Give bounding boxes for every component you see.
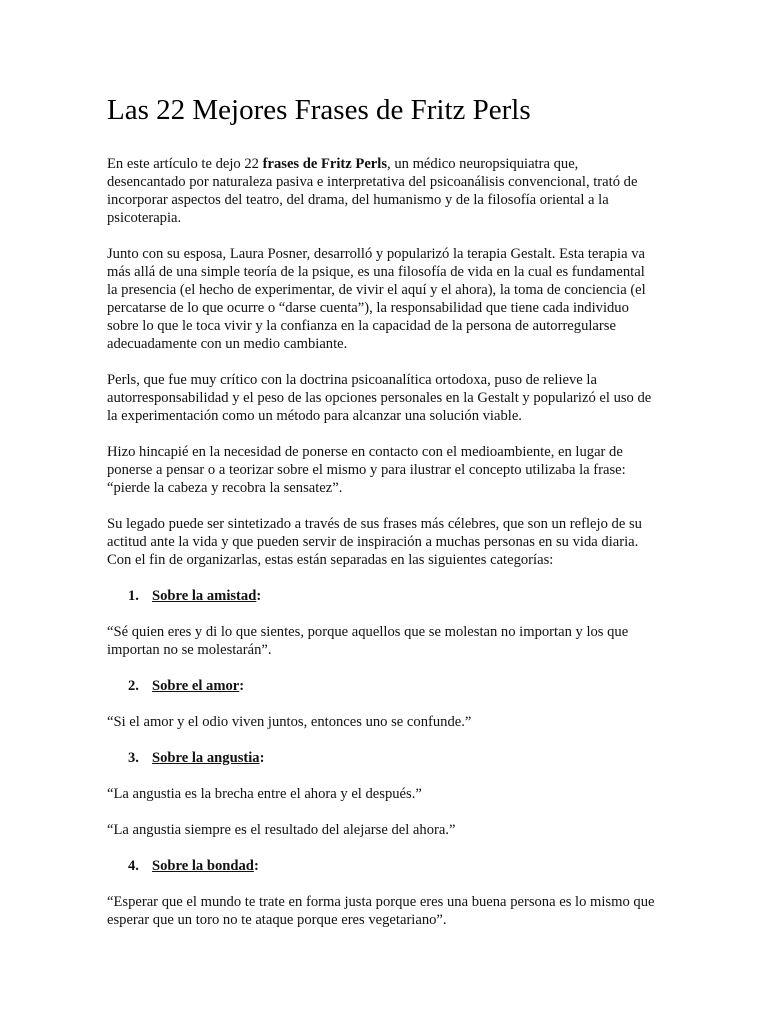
page-title: Las 22 Mejores Frases de Fritz Perls (107, 94, 531, 126)
section-colon: : (239, 678, 245, 694)
intro-text-before: En este artículo te dejo 22 (107, 156, 263, 172)
section-heading-angustia (107, 749, 657, 767)
section-heading-amor (107, 677, 657, 695)
intro-text-after: , un médico neuropsiquiatra que, desencantado por naturaleza pasiva e interpretativa del psicoanálisis convencional, trató de incorporar aspectos del teatro, del drama, del humanismo y de la filosofía oriental a la psicoterapia. (107, 156, 638, 226)
quote: “La angustia siempre es el resultado del alejarse del ahora.” (107, 822, 456, 838)
section-colon: : (259, 750, 265, 766)
section-colon: : (256, 588, 262, 604)
quote: “Sé quien eres y di lo que sientes, porque aquellos que se molestan no importan y los que importan no se molestarán”. (107, 624, 629, 658)
body-paragraph: Hizo hincapié en la necesidad de ponerse en contacto con el medioambiente, en lugar de ponerse a pensar o a teorizar sobre el mismo y para ilustrar el concepto utilizaba la frase: “pierde la cabeza y recobra la sensatez”. (107, 444, 626, 496)
section-heading-amistad (107, 587, 657, 605)
section-title: Sobre el amor (152, 678, 240, 694)
section-colon: : (253, 858, 259, 874)
section-number: 2. (128, 678, 139, 694)
quote: “Esperar que el mundo te trate en forma justa porque eres una buena persona es lo mismo que esperar que un toro no te ataque porque eres vegetariano”. (107, 894, 655, 928)
quote: “La angustia es la brecha entre el ahora y el después.” (107, 786, 422, 802)
section-title: Sobre la amistad (152, 588, 257, 604)
section-heading-bondad (107, 857, 657, 875)
document-body (107, 93, 657, 947)
body-paragraph: Perls, que fue muy crítico con la doctrina psicoanalítica ortodoxa, puso de relieve la autorresponsabilidad y el peso de las opciones personales en la Gestalt y popularizó el uso de la experimentación como un método para alcanzar una solución viable. (107, 372, 652, 424)
section-number: 1. (128, 588, 139, 604)
intro-bold-text: frases de Fritz Perls (262, 156, 388, 172)
section-title: Sobre la angustia (152, 750, 260, 766)
body-paragraph: Su legado puede ser sintetizado a través de sus frases más célebres, que son un reflejo de su actitud ante la vida y que pueden servir de inspiración a muchas personas en su vida diaria. Con el fin de organizarlas, estas están separadas en las siguientes categorías: (107, 516, 642, 568)
intro-paragraph (107, 155, 657, 227)
body-paragraph: Junto con su esposa, Laura Posner, desarrolló y popularizó la terapia Gestalt. Esta terapia va más allá de una simple teoría de la psique, es una filosofía de vida en la cual es fundamental la presencia (el hecho de experimentar, de vivir el aquí y el ahora), la toma de conciencia (el percatarse de lo que ocurre o “darse cuenta”), la responsabilidad que tiene cada individuo sobre lo que le toca vivir y la confianza en la capacidad de la persona de autorregularse adecuadamente con un medio cambiante. (107, 246, 646, 352)
quote: “Si el amor y el odio viven juntos, entonces uno se confunde.” (107, 714, 472, 730)
section-number: 3. (128, 750, 139, 766)
section-title: Sobre la bondad (152, 858, 254, 874)
section-number: 4. (128, 858, 139, 874)
